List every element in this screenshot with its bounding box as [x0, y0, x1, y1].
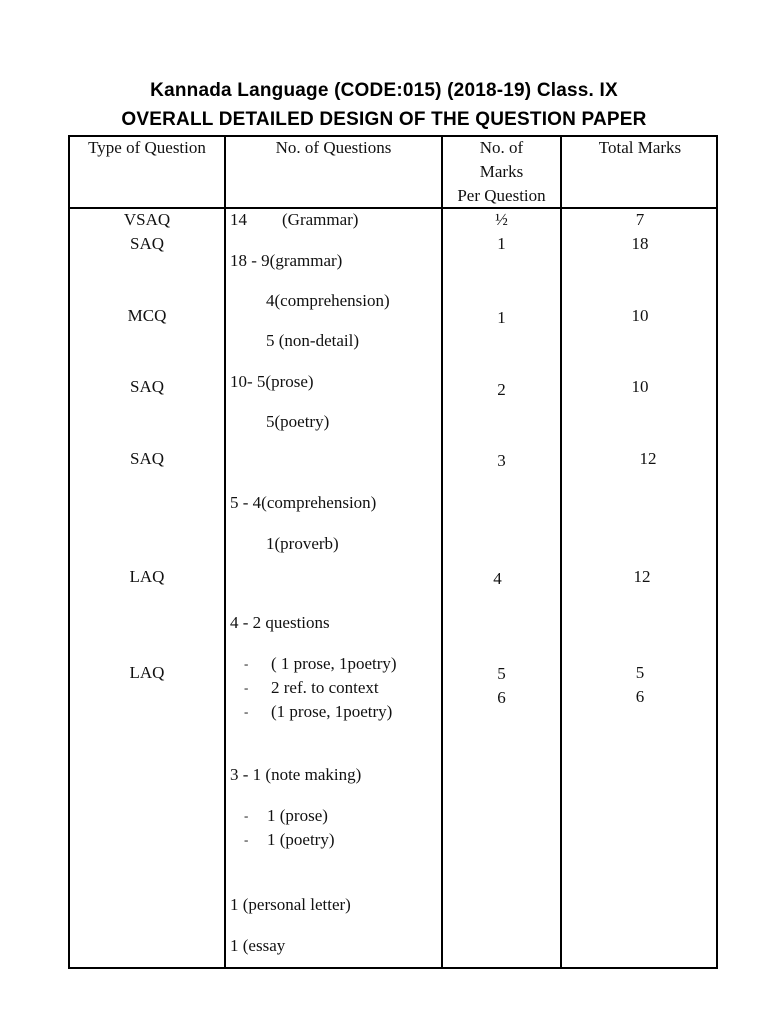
total-cell: 12 [633, 567, 651, 586]
question-cell: 3 - 1 (note making) [230, 765, 362, 784]
list-dash: - [244, 808, 249, 823]
question-cell: 10- 5(prose) [230, 372, 314, 391]
column-divider [560, 137, 562, 967]
type-cell: SAQ [129, 449, 164, 468]
question-paper-table [68, 135, 718, 969]
column-divider [224, 137, 226, 967]
type-cell: SAQ [129, 234, 164, 253]
header-no-of-questions: No. of Questions [275, 138, 392, 157]
question-cell: 5 - 4(comprehension) [230, 493, 377, 512]
header-marks-line-1: No. of [479, 138, 524, 157]
document-subtitle: OVERALL DETAILED DESIGN OF THE QUESTION PAPER [121, 109, 647, 130]
question-cell: 18 - 9(grammar) [230, 251, 343, 270]
question-cell: 4 - 2 questions [230, 613, 330, 632]
question-cell: 1 (poetry) [267, 830, 335, 849]
total-cell: 6 [635, 687, 645, 706]
total-cell: 18 [631, 234, 649, 253]
question-cell: 1 (prose) [267, 806, 328, 825]
list-dash: - [244, 656, 249, 671]
question-cell: (1 prose, 1poetry) [271, 702, 393, 721]
total-cell: 7 [635, 210, 645, 229]
total-cell: 10 [631, 306, 649, 325]
list-dash: - [244, 832, 249, 847]
header-type-of-question: Type of Question [88, 138, 206, 157]
question-cell: 2 ref. to context [271, 678, 379, 697]
marks-cell: 4 [493, 569, 502, 588]
marks-cell: 1 [497, 234, 506, 253]
header-divider [70, 207, 716, 209]
document-title: Kannada Language (CODE:015) (2018-19) Class. IX [150, 80, 618, 101]
header-total-marks: Total Marks [598, 138, 682, 157]
type-cell: LAQ [129, 567, 165, 586]
type-cell: VSAQ [123, 210, 171, 229]
marks-cell: 1 [497, 308, 506, 327]
header-marks-line-2: Marks [479, 162, 524, 181]
list-dash: - [244, 704, 249, 719]
total-cell: 10 [631, 377, 649, 396]
header-marks-line-3: Per Question [457, 186, 546, 205]
total-cell: 12 [639, 449, 657, 468]
type-cell: SAQ [129, 377, 164, 396]
question-cell: (Grammar) [282, 210, 359, 229]
column-divider [441, 137, 443, 967]
marks-cell: 5 [497, 664, 506, 683]
question-cell: ( 1 prose, 1poetry) [271, 654, 397, 673]
total-cell: 5 [635, 663, 645, 682]
question-cell: 5(poetry) [266, 412, 330, 431]
question-cell: 1 (personal letter) [230, 895, 351, 914]
list-dash: - [244, 680, 249, 695]
marks-cell: ½ [495, 210, 508, 229]
type-cell: MCQ [127, 306, 167, 325]
question-cell: 1(proverb) [266, 534, 339, 553]
question-cell: 1 (essay [230, 936, 286, 955]
question-cell: 5 (non-detail) [266, 331, 359, 350]
marks-cell: 2 [497, 380, 506, 399]
marks-cell: 6 [497, 688, 506, 707]
question-cell: 14 [230, 210, 247, 229]
type-cell: LAQ [129, 663, 165, 682]
question-cell: 4(comprehension) [266, 291, 390, 310]
marks-cell: 3 [497, 451, 506, 470]
